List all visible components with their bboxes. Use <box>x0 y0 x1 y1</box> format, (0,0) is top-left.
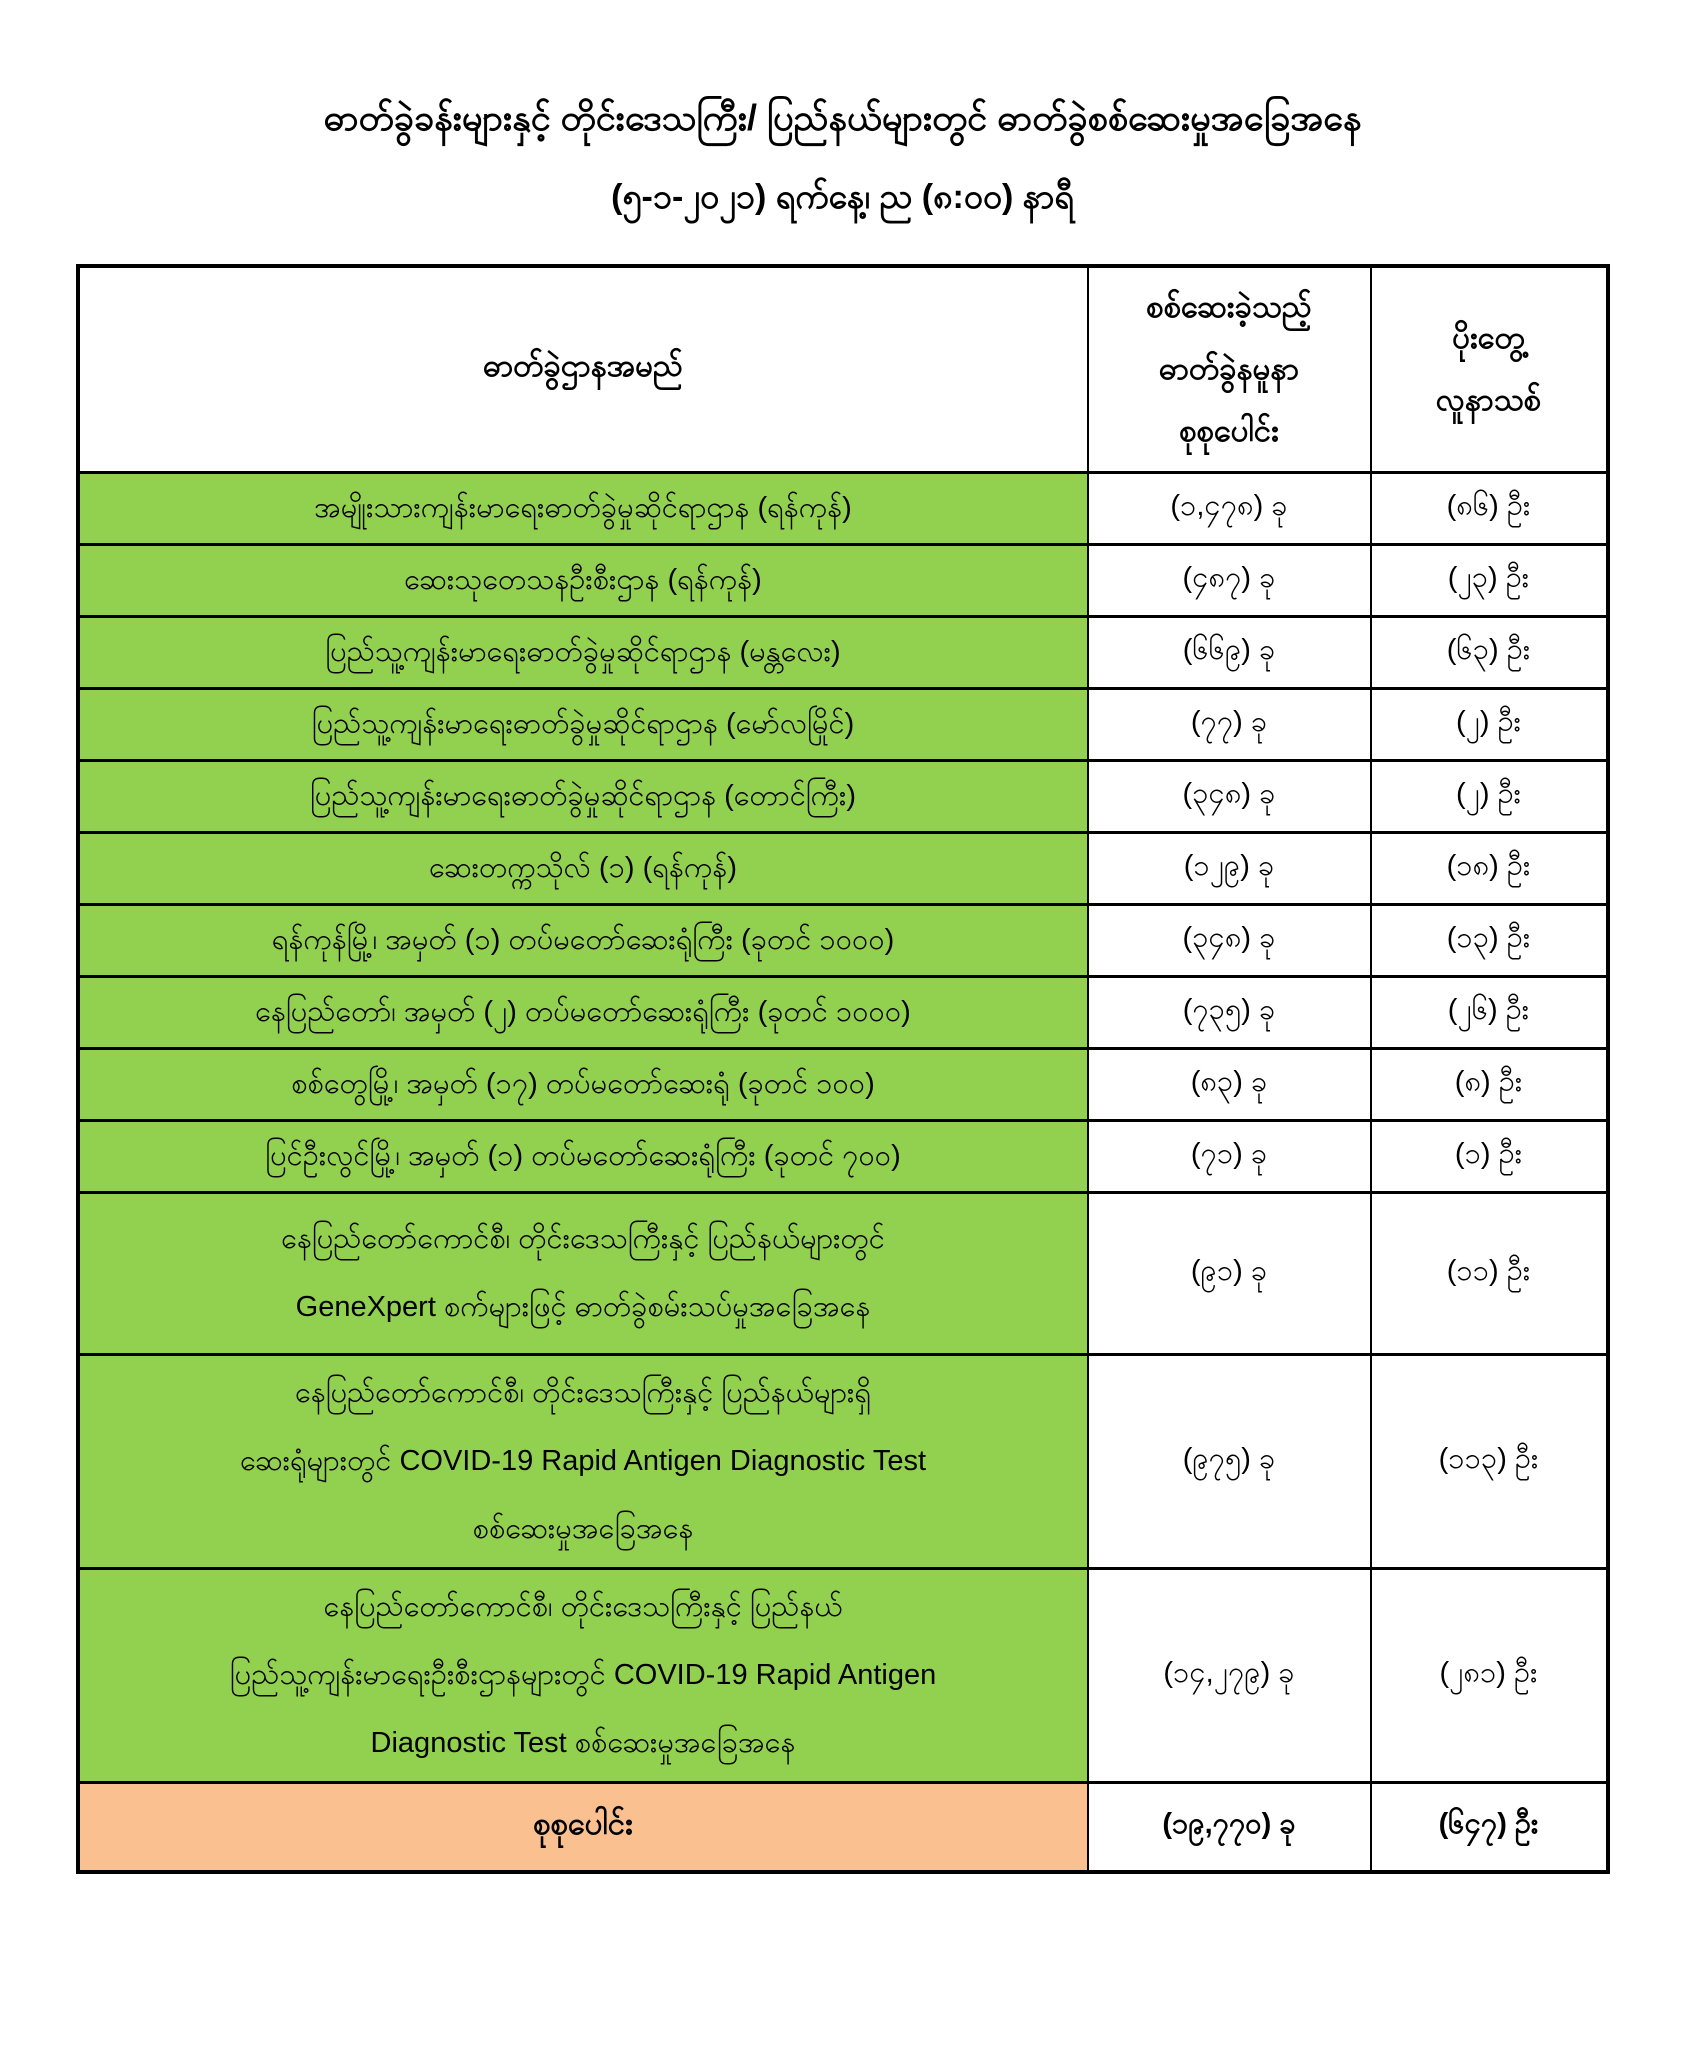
header-positive-line: ပိုးတွေ့ <box>1452 320 1525 356</box>
total-row <box>78 1782 1608 1872</box>
positive-count-cell: (၂) ဦး <box>1371 760 1608 832</box>
positive-count-cell: (၈) ဦး <box>1371 1048 1608 1120</box>
lab-name-cell <box>78 976 1088 1048</box>
lab-name-cell <box>78 1192 1088 1354</box>
positive-count-cell: (၂) ဦး <box>1371 688 1608 760</box>
total-tested-value: (၁၉,၇၇၀) ခု <box>1088 1782 1371 1872</box>
header-tested-line: စစ်ဆေးခဲ့သည့် <box>1146 289 1312 325</box>
table-row <box>78 1120 1608 1192</box>
lab-name-line: ပြည်သူ့ကျန်းမာရေးဓာတ်ခွဲမှုဆိုင်ရာဌာန (မန္တလေး) <box>325 636 841 668</box>
table-row <box>78 760 1608 832</box>
lab-name-cell <box>78 832 1088 904</box>
lab-name-line: ပြည်သူ့ကျန်းမာရေးဓာတ်ခွဲမှုဆိုင်ရာဌာန (မော်လမြိုင်) <box>311 708 855 740</box>
table-row <box>78 832 1608 904</box>
positive-count-cell: (၆၃) ဦး <box>1371 616 1608 688</box>
lab-name-line: နေပြည်တော်၊ အမှတ် (၂) တပ်မတော်ဆေးရုံကြီး (ခုတင် ၁၀၀၀) <box>255 996 911 1028</box>
table-row <box>78 616 1608 688</box>
positive-count-cell: (၁၈) ဦး <box>1371 832 1608 904</box>
header-tested-line: စုစုပေါင်း <box>1179 413 1279 449</box>
tested-count-cell: (၁၂၉) ခု <box>1088 832 1371 904</box>
tested-count-cell: (၁,၄၇၈) ခု <box>1088 472 1371 544</box>
tested-count-cell: (၁၄,၂၇၉) ခု <box>1088 1568 1371 1782</box>
lab-name-line: ပြည်သူ့ကျန်းမာရေးဓာတ်ခွဲမှုဆိုင်ရာဌာန (တောင်ကြီး) <box>309 780 857 812</box>
lab-name-cell <box>78 1120 1088 1192</box>
tested-count-cell: (၃၄၈) ခု <box>1088 760 1371 832</box>
lab-name-line: ဆေးသုတေသနဦးစီးဌာန (ရန်ကုန်) <box>404 564 762 596</box>
tested-count-cell: (၇၁) ခု <box>1088 1120 1371 1192</box>
lab-name-line: နေပြည်တော်ကောင်စီ၊ တိုင်းဒေသကြီးနှင့် ပြည်နယ်များရှိ <box>294 1377 872 1409</box>
header-tested-line: ဓာတ်ခွဲနမူနာ <box>1158 351 1300 387</box>
lab-name-cell <box>78 616 1088 688</box>
lab-name-line: ပြည်သူ့ကျန်းမာရေးဦးစီးဌာနများတွင် COVID-19 Rapid Antigen <box>229 1659 937 1691</box>
lab-name-line: Diagnostic Test စစ်ဆေးမှုအခြေအနေ <box>370 1727 796 1759</box>
lab-name-line: နေပြည်တော်ကောင်စီ၊ တိုင်းဒေသကြီးနှင့် ပြည်နယ်များတွင် <box>281 1223 885 1255</box>
positive-count-cell: (၂၆) ဦး <box>1371 976 1608 1048</box>
lab-name-cell <box>78 904 1088 976</box>
tested-count-cell: (၉၁) ခု <box>1088 1192 1371 1354</box>
table-row <box>78 544 1608 616</box>
lab-name-cell <box>78 472 1088 544</box>
header-positive-line: လူနာသစ် <box>1435 382 1542 418</box>
lab-name-cell <box>78 1048 1088 1120</box>
table-row <box>78 976 1608 1048</box>
positive-count-cell: (၂၃) ဦး <box>1371 544 1608 616</box>
lab-name-line: နေပြည်တော်ကောင်စီ၊ တိုင်းဒေသကြီးနှင့် ပြည်နယ် <box>323 1591 843 1623</box>
lab-testing-table <box>76 264 1610 1874</box>
positive-count-cell: (၁) ဦး <box>1371 1120 1608 1192</box>
report-title-line1: ဓာတ်ခွဲခန်းများနှင့် တိုင်းဒေသကြီး/ ပြည်နယ်များတွင် ဓာတ်ခွဲစစ်ဆေးမှုအခြေအနေ <box>323 97 1362 138</box>
tested-count-cell: (၃၄၈) ခု <box>1088 904 1371 976</box>
lab-name-cell <box>78 1568 1088 1782</box>
tested-count-cell: (၇၇) ခု <box>1088 688 1371 760</box>
positive-count-cell: (၁၃) ဦး <box>1371 904 1608 976</box>
report-title-line2: (၅-၁-၂၀၂၁) ရက်နေ့၊ ည (၈:၀၀) နာရီ <box>611 178 1074 216</box>
header-tested-samples <box>1088 266 1371 472</box>
tested-count-cell: (၉၇၅) ခု <box>1088 1354 1371 1568</box>
tested-count-cell: (၇၃၅) ခု <box>1088 976 1371 1048</box>
lab-name-line: စစ်ဆေးမှုအခြေအနေ <box>472 1513 694 1545</box>
positive-count-cell: (၂၈၁) ဦး <box>1371 1568 1608 1782</box>
header-row <box>78 266 1608 472</box>
table-row <box>78 688 1608 760</box>
lab-name-line: ဆေးရုံများတွင် COVID-19 Rapid Antigen Diagnostic Test <box>239 1445 927 1477</box>
lab-name-cell <box>78 544 1088 616</box>
header-lab-name: ဓာတ်ခွဲဌာနအမည် <box>78 266 1088 472</box>
tested-count-cell: (၆၆၉) ခု <box>1088 616 1371 688</box>
lab-name-line: ပြင်ဦးလွင်မြို့၊ အမှတ် (၁) တပ်မတော်ဆေးရုံကြီး (ခုတင် ၇၀၀) <box>265 1140 901 1172</box>
total-label: စုစုပေါင်း <box>78 1782 1088 1872</box>
tested-count-cell: (၄၈၇) ခု <box>1088 544 1371 616</box>
table-row <box>78 472 1608 544</box>
header-new-positive <box>1371 266 1608 472</box>
positive-count-cell: (၈၆) ဦး <box>1371 472 1608 544</box>
table-row <box>78 1192 1608 1354</box>
total-positive-value: (၆၄၇) ဦး <box>1371 1782 1608 1872</box>
lab-name-line: ရန်ကုန်မြို့၊ အမှတ် (၁) တပ်မတော်ဆေးရုံကြီး (ခုတင် ၁၀၀၀) <box>271 924 895 956</box>
lab-name-cell <box>78 760 1088 832</box>
table-row <box>78 1354 1608 1568</box>
lab-name-cell <box>78 1354 1088 1568</box>
lab-name-cell <box>78 688 1088 760</box>
positive-count-cell: (၁၁၃) ဦး <box>1371 1354 1608 1568</box>
table-row <box>78 1568 1608 1782</box>
positive-count-cell: (၁၁) ဦး <box>1371 1192 1608 1354</box>
lab-name-line: ဆေးတက္ကသိုလ် (၁) (ရန်ကုန်) <box>429 852 737 884</box>
lab-name-line: စစ်တွေမြို့၊ အမှတ် (၁၇) တပ်မတော်ဆေးရုံ (ခုတင် ၁၀၀) <box>291 1068 875 1100</box>
table-row <box>78 904 1608 976</box>
lab-name-line: GeneXpert စက်များဖြင့် ဓာတ်ခွဲစမ်းသပ်မှုအခြေအနေ <box>295 1291 871 1323</box>
lab-name-line: အမျိုးသားကျန်းမာရေးဓာတ်ခွဲမှုဆိုင်ရာဌာန (ရန်ကုန်) <box>314 492 852 524</box>
report-title <box>0 96 1685 218</box>
table-row <box>78 1048 1608 1120</box>
tested-count-cell: (၈၃) ခု <box>1088 1048 1371 1120</box>
